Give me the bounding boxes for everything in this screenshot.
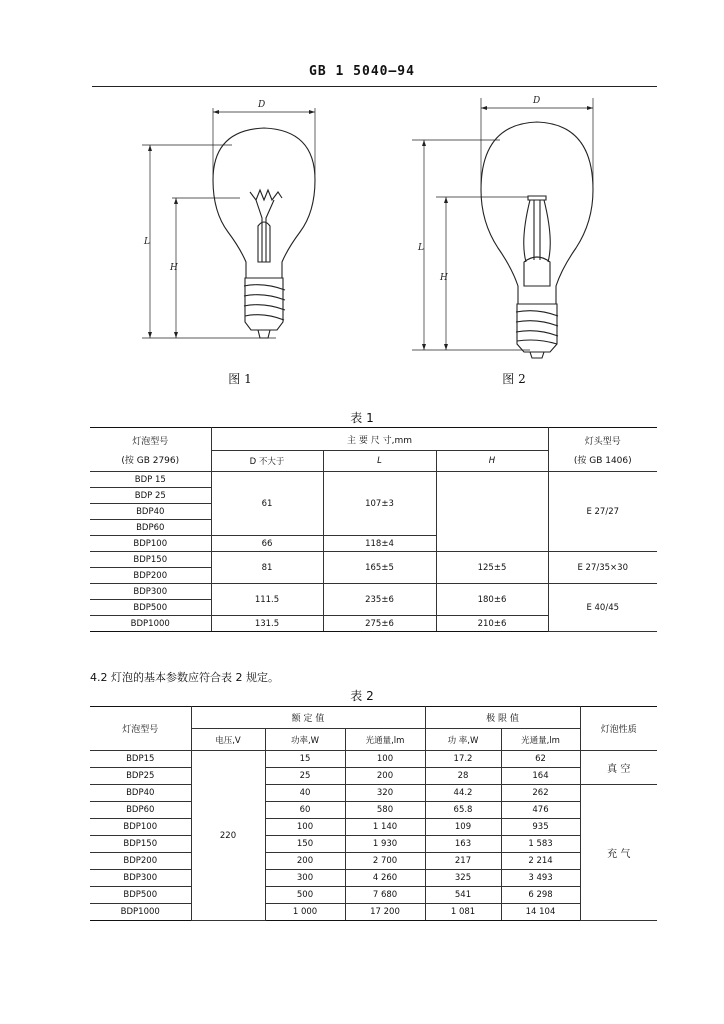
table1-header-base-sub: (按 GB 1406) <box>573 455 632 466</box>
table2-model-cell: BDP40 <box>90 785 191 802</box>
table2-limit-flux-cell: 1 583 <box>501 836 580 853</box>
table2-model-cell: BDP300 <box>90 870 191 887</box>
table2-flux-cell: 1 140 <box>345 819 425 836</box>
table1-base-cell: E 40/45 <box>548 584 657 632</box>
table1-header-l: L <box>323 451 436 472</box>
table1-model-cell: BDP 25 <box>90 488 211 504</box>
table2-header-flux: 光通量,lm <box>345 729 425 751</box>
table1-header-model <box>90 428 211 472</box>
table1-model-cell: BDP100 <box>90 536 211 552</box>
table2-flux-cell: 17 200 <box>345 904 425 921</box>
table2-limit-flux-cell: 262 <box>501 785 580 802</box>
table2-limit-power-cell: 325 <box>425 870 501 887</box>
table2-limit-power-cell: 28 <box>425 768 501 785</box>
table1-base-cell: E 27/35×30 <box>548 552 657 584</box>
table1-h-cell <box>436 472 548 552</box>
table2-limit-power-cell: 163 <box>425 836 501 853</box>
table2-power-cell: 100 <box>265 819 345 836</box>
table1-d-cell: 61 <box>211 472 323 536</box>
table1-model-cell: BDP 15 <box>90 472 211 488</box>
table1-model-cell: BDP200 <box>90 568 211 584</box>
table2-limit-flux-cell: 3 493 <box>501 870 580 887</box>
table1-l-cell: 107±3 <box>323 472 436 536</box>
table2-model-cell: BDP60 <box>90 802 191 819</box>
table2-model-cell: BDP15 <box>90 751 191 768</box>
table2-header-limit-flux: 光通量,lm <box>501 729 580 751</box>
bulb-figure-2 <box>412 98 593 358</box>
table2-limit-flux-cell: 14 104 <box>501 904 580 921</box>
table2-header-rated: 额 定 值 <box>191 707 425 729</box>
table2-header-power: 功率,W <box>265 729 345 751</box>
table2-flux-cell: 4 260 <box>345 870 425 887</box>
table1-d-cell: 131.5 <box>211 616 323 632</box>
table2-power-cell: 150 <box>265 836 345 853</box>
table1-model-cell: BDP60 <box>90 520 211 536</box>
table1-d-cell: 66 <box>211 536 323 552</box>
table-2-title: 表 2 <box>350 689 374 703</box>
table2-limit-flux-cell: 935 <box>501 819 580 836</box>
fig1-dim-d: D <box>258 100 266 110</box>
table2-limit-power-cell: 541 <box>425 887 501 904</box>
table2-limit-power-cell: 217 <box>425 853 501 870</box>
table1-l-cell: 275±6 <box>323 616 436 632</box>
figure-1-caption: 图 1 <box>228 372 252 386</box>
table2-flux-cell: 200 <box>345 768 425 785</box>
table1-model-cell: BDP300 <box>90 584 211 600</box>
table2-limit-power-cell: 65.8 <box>425 802 501 819</box>
table1-header-d: D 不大于 <box>211 451 323 472</box>
fig2-dim-h: H <box>440 273 448 283</box>
table2-model-cell: BDP100 <box>90 819 191 836</box>
table2-nature-gas: 充 气 <box>580 785 657 921</box>
table2-limit-power-cell: 44.2 <box>425 785 501 802</box>
fig2-dim-l: L <box>418 243 424 253</box>
table2-power-cell: 15 <box>265 751 345 768</box>
table1-header-base-label: 灯头型号 <box>584 436 621 447</box>
table2-model-cell: BDP200 <box>90 853 191 870</box>
table-1-title: 表 1 <box>350 411 374 425</box>
figures-area <box>0 0 724 400</box>
table2-header-limit: 极 限 值 <box>425 707 580 729</box>
table2-header-limit-power: 功 率,W <box>425 729 501 751</box>
table2-power-cell: 500 <box>265 887 345 904</box>
table1-l-cell: 118±4 <box>323 536 436 552</box>
table2-header-nature: 灯泡性质 <box>580 707 657 751</box>
table2-model-cell: BDP150 <box>90 836 191 853</box>
table2-flux-cell: 2 700 <box>345 853 425 870</box>
table1-header-h: H <box>436 451 548 472</box>
table2-limit-power-cell: 1 081 <box>425 904 501 921</box>
table2-limit-flux-cell: 2 214 <box>501 853 580 870</box>
table1-model-cell: BDP1000 <box>90 616 211 632</box>
table1-l-cell: 235±6 <box>323 584 436 616</box>
table2-limit-flux-cell: 62 <box>501 751 580 768</box>
table-2 <box>90 706 657 921</box>
table2-model-cell: BDP1000 <box>90 904 191 921</box>
table2-power-cell: 200 <box>265 853 345 870</box>
table1-header-model-sub: (按 GB 2796) <box>121 455 180 466</box>
table-1 <box>90 427 657 632</box>
bulb-figure-1 <box>142 108 315 338</box>
table1-d-cell: 81 <box>211 552 323 584</box>
table2-model-cell: BDP500 <box>90 887 191 904</box>
table2-limit-flux-cell: 476 <box>501 802 580 819</box>
table2-limit-power-cell: 109 <box>425 819 501 836</box>
table2-flux-cell: 580 <box>345 802 425 819</box>
fig2-dim-d: D <box>533 96 541 106</box>
table1-model-cell: BDP500 <box>90 600 211 616</box>
table2-header-voltage: 电压,V <box>191 729 265 751</box>
table2-limit-power-cell: 17.2 <box>425 751 501 768</box>
figure-2-caption: 图 2 <box>502 372 526 386</box>
fig1-dim-h: H <box>170 263 178 273</box>
table1-header-model-label: 灯泡型号 <box>132 436 169 447</box>
table1-h-cell: 210±6 <box>436 616 548 632</box>
bulb-drawings <box>0 0 724 400</box>
table1-header-dims: 主 要 尺 寸,mm <box>211 428 548 451</box>
table1-l-cell: 165±5 <box>323 552 436 584</box>
table2-nature-vacuum: 真 空 <box>580 751 657 785</box>
table2-limit-flux-cell: 6 298 <box>501 887 580 904</box>
table2-flux-cell: 1 930 <box>345 836 425 853</box>
table1-base-cell: E 27/27 <box>548 472 657 552</box>
table1-h-cell: 180±6 <box>436 584 548 616</box>
table2-flux-cell: 7 680 <box>345 887 425 904</box>
table2-voltage-cell: 220 <box>191 751 265 921</box>
table1-d-cell: 111.5 <box>211 584 323 616</box>
table1-model-cell: BDP150 <box>90 552 211 568</box>
fig1-dim-l: L <box>144 237 150 247</box>
table2-power-cell: 1 000 <box>265 904 345 921</box>
table2-header-model: 灯泡型号 <box>90 707 191 751</box>
table2-flux-cell: 100 <box>345 751 425 768</box>
table1-h-cell: 125±5 <box>436 552 548 584</box>
table2-power-cell: 300 <box>265 870 345 887</box>
table2-model-cell: BDP25 <box>90 768 191 785</box>
table1-header-base <box>548 428 657 472</box>
section-4-2-text: 4.2 灯泡的基本参数应符合表 2 规定。 <box>90 671 279 684</box>
table2-power-cell: 25 <box>265 768 345 785</box>
table1-model-cell: BDP40 <box>90 504 211 520</box>
table2-power-cell: 40 <box>265 785 345 802</box>
table2-flux-cell: 320 <box>345 785 425 802</box>
table2-power-cell: 60 <box>265 802 345 819</box>
standard-code-header: GB 1 5040—94 <box>309 64 415 79</box>
table2-limit-flux-cell: 164 <box>501 768 580 785</box>
